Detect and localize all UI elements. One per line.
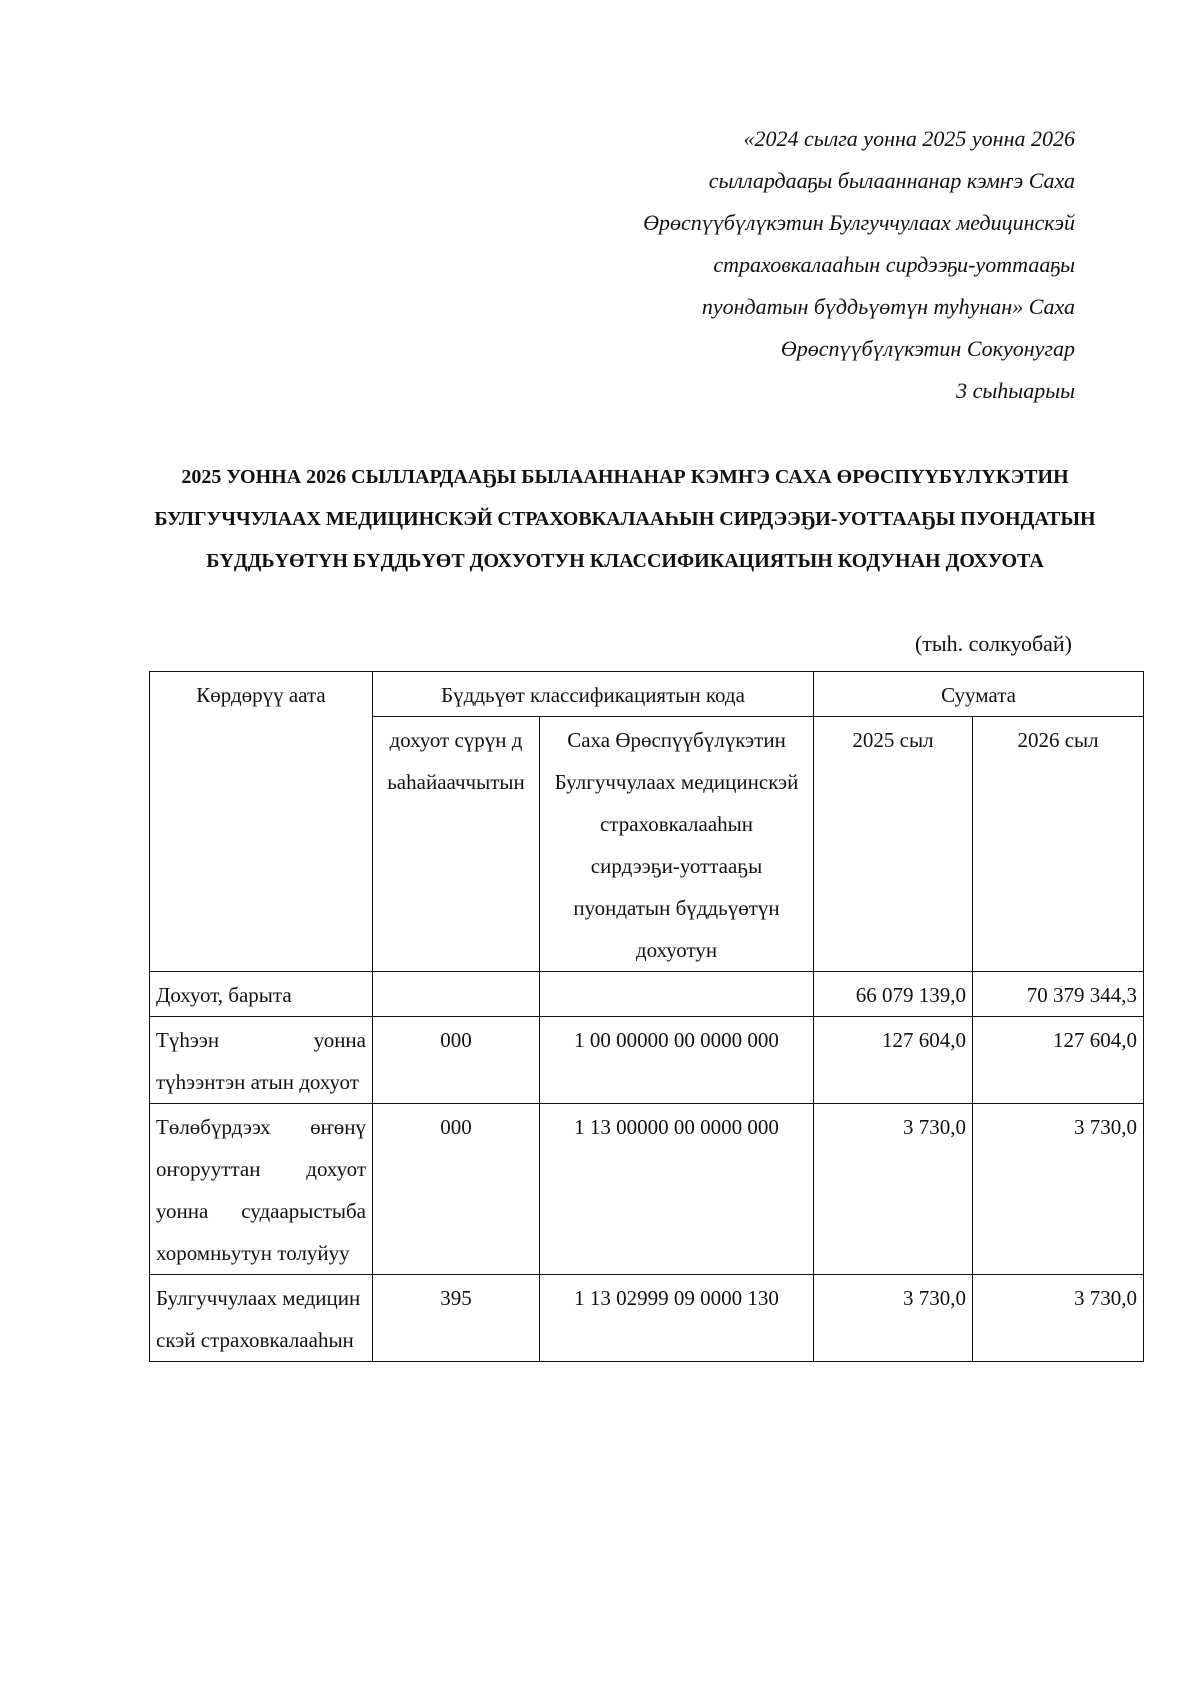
units-label: (тыһ. солкуобай)	[914, 631, 1072, 656]
header-note-line: сыллардааҕы былааннанар кэмҥэ Саха	[708, 168, 1075, 193]
header-note-line: 3 сыһыарыы	[956, 378, 1075, 403]
document-title	[150, 456, 1100, 582]
row-name: Төлөбүрдээх өҥөнү оҥорууттан дохуот уонна судаарыстыба хоромньутун толуйуу	[150, 1104, 373, 1275]
title-line: БҮДДЬҮӨТҮН БҮДДЬҮӨТ ДОХУОТУН КЛАССИФИКАЦИЯТЫН КОДУНАН ДОХУОТА	[206, 550, 1044, 572]
row-value-2025: 66 079 139,0	[814, 972, 973, 1017]
row-classification-code	[540, 972, 814, 1017]
budget-table	[149, 671, 1144, 1362]
header-name: Көрдөрүү аата	[150, 672, 373, 972]
row-value-2025: 3 730,0	[814, 1104, 973, 1275]
header-classification: Бүддьүөт классификациятын кода	[373, 672, 814, 717]
table-row	[150, 1275, 1144, 1362]
header-note-line: страховкалааһын сирдээҕи-уоттааҕы	[713, 252, 1075, 277]
header-admin-code-text: дохуот сүрүн дьаһайааччытын	[387, 728, 525, 794]
header-year-2026: 2026 сыл	[973, 717, 1144, 972]
row-name: Дохуот, барыта	[150, 972, 373, 1017]
row-admin-code: 395	[373, 1275, 540, 1362]
header-year-2025: 2025 сыл	[814, 717, 973, 972]
table-header-row	[150, 672, 1144, 717]
title-line: 2025 УОННА 2026 СЫЛЛАРДААҔЫ БЫЛААННАНАР КЭМҤЭ САХА ӨРӨСПҮҮБҮЛҮКЭТИН	[181, 466, 1069, 488]
header-note-line: пуондатын бүддьүөтүн туһунан» Саха	[701, 294, 1075, 319]
table-row	[150, 1017, 1144, 1104]
table-row	[150, 972, 1144, 1017]
header-sum: Суумата	[814, 672, 1144, 717]
row-admin-code	[373, 972, 540, 1017]
row-value-2026: 3 730,0	[973, 1275, 1144, 1362]
row-value-2025: 3 730,0	[814, 1275, 973, 1362]
row-name: Булгуччулаах медицинскэй страховкалааһын	[150, 1275, 373, 1362]
header-admin-code	[373, 717, 540, 972]
row-admin-code: 000	[373, 1104, 540, 1275]
header-fund-code: Саха Өрөспүүбүлүкэтин Булгуччулаах медицинскэй страховкалааһын сирдээҕи-уоттааҕы пуондатын бүддьүөтүн дохуотун	[540, 717, 814, 972]
row-value-2026: 127 604,0	[973, 1017, 1144, 1104]
row-value-2026: 70 379 344,3	[973, 972, 1144, 1017]
title-line: БУЛГУЧЧУЛААХ МЕДИЦИНСКЭЙ СТРАХОВКАЛААҺЫН СИРДЭЭҔИ-УОТТААҔЫ ПУОНДАТЫН	[154, 508, 1096, 530]
row-classification-code: 1 13 02999 09 0000 130	[540, 1275, 814, 1362]
row-value-2026: 3 730,0	[973, 1104, 1144, 1275]
row-classification-code: 1 00 00000 00 0000 000	[540, 1017, 814, 1104]
row-admin-code: 000	[373, 1017, 540, 1104]
table-row	[150, 1104, 1144, 1275]
header-note-line: «2024 сылга уонна 2025 уонна 2026	[743, 126, 1075, 151]
header-note-line: Өрөспүүбүлүкэтин Булгуччулаах медицинскэй	[643, 210, 1075, 235]
appendix-header-note	[555, 118, 1075, 412]
header-note-line: Өрөспүүбүлүкэтин Сокуонугар	[780, 336, 1075, 361]
row-classification-code: 1 13 00000 00 0000 000	[540, 1104, 814, 1275]
row-name: Түһээн уонна түһээнтэн атын дохуот	[150, 1017, 373, 1104]
row-value-2025: 127 604,0	[814, 1017, 973, 1104]
